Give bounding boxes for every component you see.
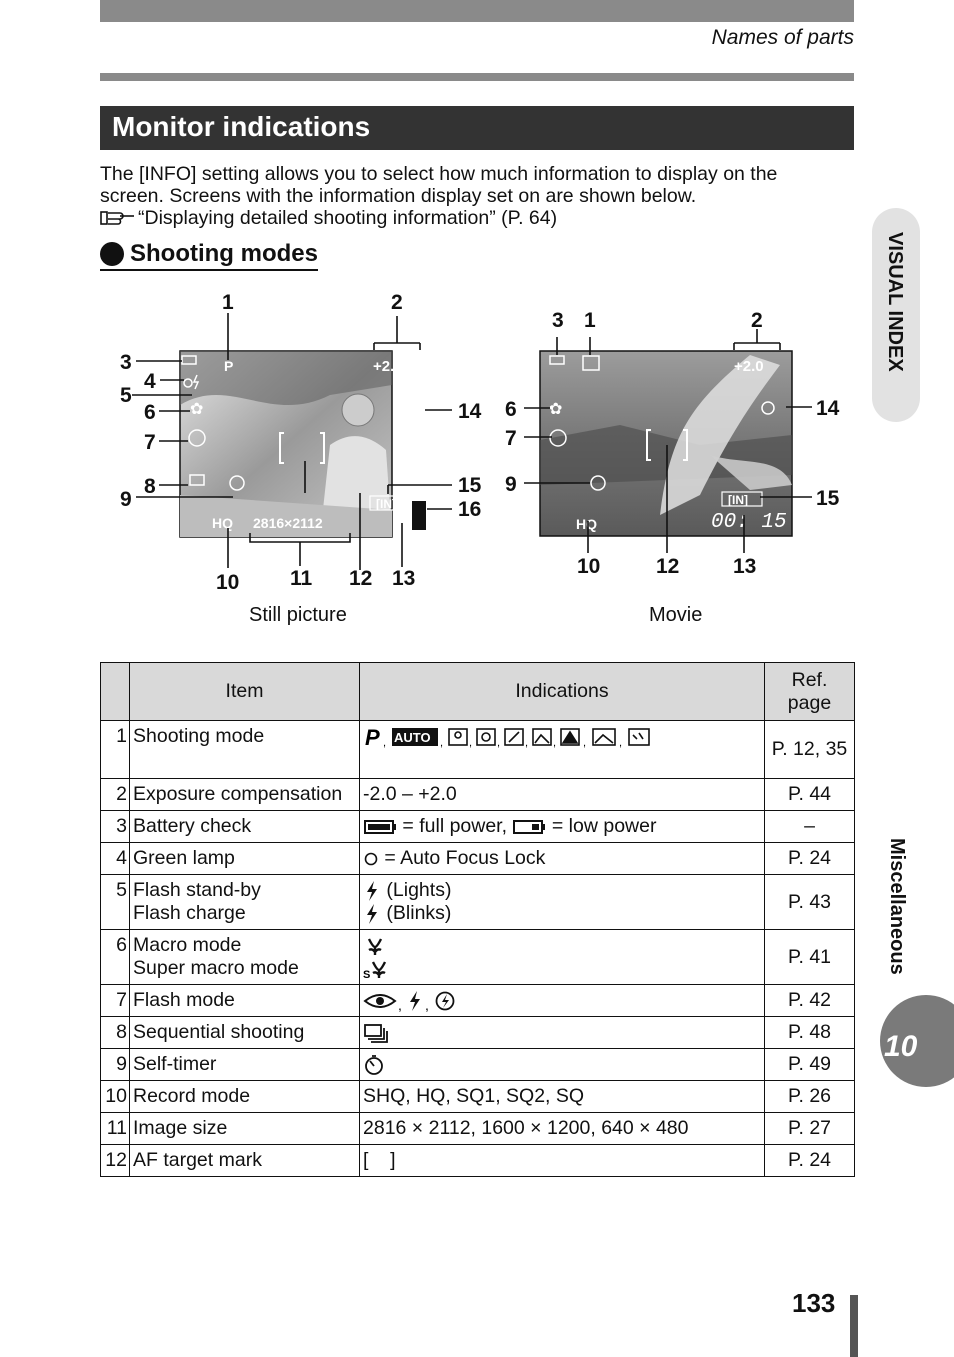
movie-callout-13: 13 [733, 555, 757, 578]
still-screen [180, 351, 426, 537]
still-caption: Still picture [249, 604, 347, 626]
intro-line: screen. Screens with the information display set on are shown below. [100, 185, 697, 207]
table-header-row [101, 663, 855, 721]
movie-callout-6: 6 [505, 398, 517, 421]
indications-table [100, 662, 855, 1177]
movie-record-mode: HQ [576, 516, 597, 532]
movie-callout-3: 3 [552, 309, 564, 332]
chapter-number: 10 [884, 1030, 918, 1063]
table-row: 11 Image size 2816 × 2112, 1600 × 1200, 640 × 480 P. 27 [101, 1113, 855, 1145]
callout-1: 1 [222, 291, 234, 314]
running-header: Names of parts [711, 26, 854, 49]
svg-text:✿: ✿ [549, 401, 563, 418]
page-title: Monitor indications [100, 106, 854, 150]
callout-6: 6 [144, 401, 156, 424]
still-remaining: 5 [397, 511, 410, 536]
movie-caption: Movie [649, 604, 703, 626]
svg-text:,: , [619, 737, 623, 749]
still-exposure-value: +2.0 [373, 358, 403, 375]
header-indications: Indications [360, 663, 765, 721]
still-record-mode: HQ [212, 515, 233, 531]
movie-callout-9: 9 [505, 473, 517, 496]
flash-icon [363, 880, 381, 902]
table-row: 1 Shooting mode P , AUTO , , , , , , , P. 12, 35 [101, 721, 855, 779]
movie-callout-1: 1 [584, 309, 596, 332]
macro-icon [363, 935, 387, 957]
table-row: 12 AF target mark [ ] P. 24 [101, 1145, 855, 1177]
movie-callout-14: 14 [816, 397, 840, 420]
header-ref: Ref. page [765, 663, 855, 721]
svg-text:,: , [553, 737, 557, 749]
super-macro-icon [363, 958, 391, 980]
movie-time: 00: 15 [711, 511, 787, 534]
movie-callout-2: 2 [751, 309, 763, 332]
table-row: 9 Self-timer P. 49 [101, 1049, 855, 1081]
callout-13: 13 [392, 567, 416, 590]
svg-text:,: , [497, 737, 501, 749]
pointing-hand-icon [100, 208, 138, 228]
flash-mode-icons [363, 990, 473, 1012]
movie-callout-15: 15 [816, 487, 840, 510]
table-row: 4 Green lamp = Auto Focus Lock P. 24 [101, 843, 855, 875]
flash-icon [363, 903, 381, 925]
intro-paragraph [100, 163, 840, 229]
table-row: 8 Sequential shooting P. 48 [101, 1017, 855, 1049]
svg-text:✿: ✿ [190, 401, 204, 418]
movie-exposure-value: +2.0 [734, 358, 764, 375]
svg-text:,: , [398, 996, 402, 1012]
svg-text:,: , [383, 737, 387, 749]
callout-2: 2 [391, 291, 403, 314]
svg-text:P: P [365, 725, 380, 749]
callout-16: 16 [458, 498, 482, 521]
svg-text:,: , [525, 737, 529, 749]
movie-screen [540, 351, 792, 536]
svg-text:,: , [583, 737, 587, 749]
header-item: Item [130, 663, 360, 721]
movie-callout-12: 12 [656, 555, 680, 578]
reference-text: “Displaying detailed shooting information” (P. 64) [138, 207, 558, 229]
section-title [100, 240, 318, 271]
chapter-label: Miscellaneous [886, 838, 908, 975]
table-row: 10 Record mode SHQ, HQ, SQ1, SQ2, SQ P. 26 [101, 1081, 855, 1113]
callout-11: 11 [290, 567, 313, 590]
header-number [101, 663, 130, 721]
movie-callout-10: 10 [577, 555, 601, 578]
table-row: 3 Battery check = full power, = low power – [101, 811, 855, 843]
table-row: 7 Flash mode , , P. 42 [101, 985, 855, 1017]
callout-4: 4 [144, 370, 156, 393]
callout-15: 15 [458, 474, 482, 497]
self-timer-icon [363, 1054, 387, 1076]
page-number: 133 [792, 1288, 836, 1318]
callout-9: 9 [120, 488, 132, 511]
svg-text:AUTO: AUTO [394, 730, 431, 745]
table-row: 6 Macro mode Super macro mode S P. 41 [101, 930, 855, 985]
still-mode-label: P [224, 358, 234, 374]
callout-7: 7 [144, 431, 156, 454]
reference-line [100, 207, 840, 229]
battery-low-icon [512, 819, 546, 835]
svg-text:,: , [469, 737, 473, 749]
svg-text:S: S [363, 968, 371, 980]
battery-full-icon [363, 819, 397, 835]
svg-text:,: , [425, 996, 429, 1012]
green-lamp-icon [363, 851, 379, 867]
callout-10: 10 [216, 571, 240, 594]
still-memory-label: [IN] [376, 497, 396, 511]
intro-line: The [INFO] setting allows you to select how much information to display on the [100, 163, 778, 185]
page-marker-bar [850, 1295, 858, 1357]
table-row: 5 Flash stand-by Flash charge (Lights) (Blinks) P. 43 [101, 875, 855, 930]
shooting-mode-icons [360, 721, 765, 779]
callout-14: 14 [458, 400, 482, 423]
table-row: 2 Exposure compensation -2.0 – +2.0 P. 44 [101, 779, 855, 811]
bullet-icon [100, 242, 124, 266]
visual-index-label: VISUAL INDEX [884, 232, 906, 372]
callout-8: 8 [144, 475, 156, 498]
callout-12: 12 [349, 567, 373, 590]
callout-5: 5 [120, 384, 132, 407]
callout-3: 3 [120, 351, 132, 374]
movie-callout-7: 7 [505, 427, 517, 450]
section-title-text: Shooting modes [130, 240, 318, 267]
movie-memory-label: [IN] [728, 493, 748, 507]
monitor-diagrams [100, 285, 854, 635]
top-bar [100, 0, 854, 22]
still-image-size: 2816×2112 [253, 515, 323, 531]
svg-text:,: , [440, 737, 444, 749]
header-rule [100, 73, 854, 81]
sequential-shooting-icon [363, 1022, 391, 1044]
